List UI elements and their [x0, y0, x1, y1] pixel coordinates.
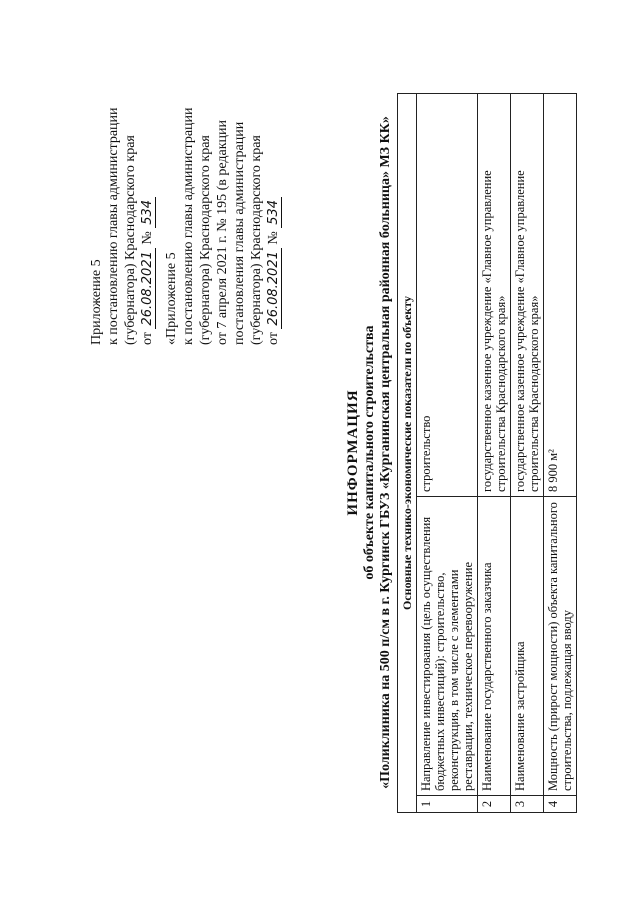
appendix-block-new — [88, 25, 156, 345]
appendix-old-line5: постановления главы администрации — [232, 121, 247, 345]
appendix-old-date: 26.08.2021 — [266, 248, 282, 328]
table-row — [544, 94, 577, 813]
row-label: Наименование государственного заказчика — [478, 497, 511, 796]
appendix-new-number-prefix: № — [140, 231, 155, 245]
appendix-block-old — [163, 25, 282, 345]
row-number: 3 — [511, 796, 544, 813]
appendix-new-line2: к постановлению главы администрации — [106, 107, 121, 345]
table-header: Основные технико-экономические показатели по объекту — [398, 94, 417, 813]
appendix-old-line4: от 7 апреля 2021 г. № 195 (в редакции — [215, 119, 230, 345]
row-number: 4 — [544, 796, 577, 813]
table-row — [417, 94, 478, 813]
appendix-old-line6: (губернатора) Краснодарского края — [249, 135, 264, 345]
appendix-new-date-prefix: от — [140, 332, 155, 345]
indicators-table — [397, 93, 577, 813]
appendix-old-line2: к постановлению главы администрации — [181, 107, 196, 345]
row-value: государственное казенное учреждение «Главное управление строительства Краснодарского края» — [478, 94, 511, 497]
row-label: Наименование застройщика — [511, 497, 544, 796]
table-row — [478, 94, 511, 813]
table-header-row — [398, 94, 417, 813]
appendix-new-date-line — [139, 25, 156, 345]
document-title: ИНФОРМАЦИЯ — [345, 389, 361, 516]
appendix-new-line3: (губернатора) Краснодарского края — [123, 135, 138, 345]
row-value: государственное казенное учреждение «Главное управление строительства Краснодарского края» — [511, 94, 544, 497]
appendix-new-number: 534 — [140, 197, 156, 228]
row-number: 2 — [478, 796, 511, 813]
appendix-old-line1: «Приложение 5 — [164, 252, 179, 345]
appendix-new-line1: Приложение 5 — [89, 259, 104, 345]
appendix-old-number-prefix: № — [266, 231, 281, 245]
appendix-old-date-prefix: от — [266, 332, 281, 345]
document-subtitle: об объекте капитального строительства — [362, 325, 377, 580]
row-number: 1 — [417, 796, 478, 813]
appendix-new-date: 26.08.2021 — [140, 248, 156, 328]
row-label: Мощность (прирост мощности) объекта капитального строительства, подлежащая вводу — [544, 497, 577, 796]
table-row — [511, 94, 544, 813]
object-name: «Поликлиника на 500 п/см в г. Кургинск ГБУЗ «Курганинская центральная районная больница» МЗ КК» — [378, 116, 393, 789]
appendix-old-date-line — [265, 25, 282, 345]
row-value: 8 900 м² — [544, 94, 577, 497]
appendix-old-line3: (губернатора) Краснодарского края — [198, 135, 213, 345]
row-label: Направление инвестирования (цель осуществления бюджетных инвестиций): строительство, реконструкция, в том числе с элементами реставрации, техническое перевооружение — [417, 497, 478, 796]
appendix-old-number: 534 — [266, 197, 282, 228]
row-value: строительство — [417, 94, 478, 497]
